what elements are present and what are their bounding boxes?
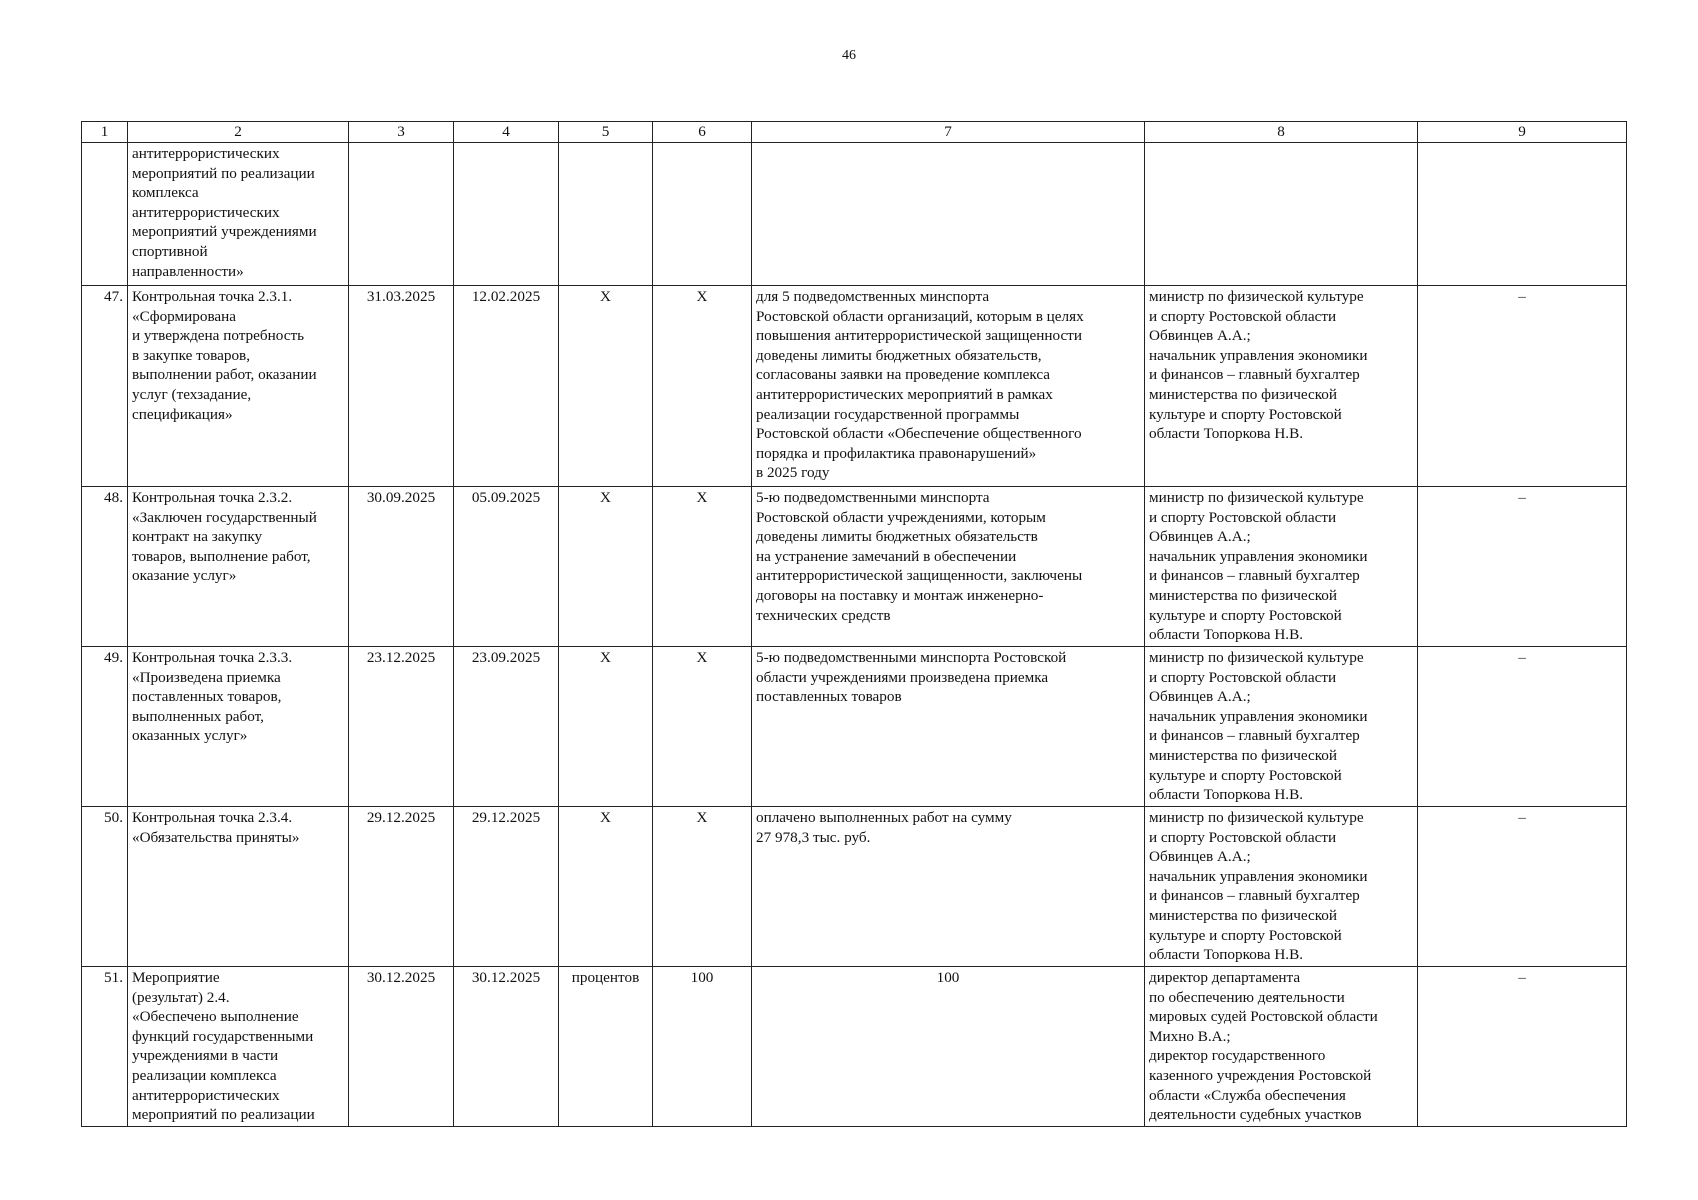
planned-date-cell [349, 143, 454, 286]
table-row [82, 647, 1627, 807]
value-cell: X [653, 286, 752, 487]
responsible-cell: министр по физической культуре и спорту Ростовской области Обвинцев А.А.; начальник управления экономики и финансов – главный бухгалтер министерства по физической культуре и спорту Ростовской области Топоркова Н.В. [1145, 647, 1418, 807]
value-cell: X [653, 487, 752, 647]
column-header-9: 9 [1418, 122, 1627, 143]
page-number: 46 [842, 48, 856, 63]
description-cell: 5-ю подведомственными минспорта Ростовской области учреждениями произведена приемка поставленных товаров [752, 647, 1145, 807]
column-header-7: 7 [752, 122, 1145, 143]
unit-cell: X [559, 286, 653, 487]
column-header-1: 1 [82, 122, 128, 143]
item-name-cell: Контрольная точка 2.3.3. «Произведена приемка поставленных товаров, выполненных работ, оказанных услуг» [128, 647, 349, 807]
item-name-cell: Контрольная точка 2.3.4. «Обязательства приняты» [128, 807, 349, 967]
description-cell: для 5 подведомственных минспорта Ростовской области организаций, которым в целях повышения антитеррористической защищенности доведены лимиты бюджетных обязательств, согласованы заявки на проведение комплекса антитеррористических мероприятий в рамках реализации государственной программы Ростовской области «Обеспечение общественного порядка и профилактика правонарушений» в 2025 году [752, 286, 1145, 487]
planned-date-cell: 30.12.2025 [349, 967, 454, 1127]
responsible-cell: директор департамента по обеспечению деятельности мировых судей Ростовской области Михно В.А.; директор государственного казенного учреждения Ростовской области «Служба обеспечения деятельности судебных участков [1145, 967, 1418, 1127]
note-cell: – [1418, 967, 1627, 1127]
note-cell: – [1418, 286, 1627, 487]
responsible-cell: министр по физической культуре и спорту Ростовской области Обвинцев А.А.; начальник управления экономики и финансов – главный бухгалтер министерства по физической культуре и спорту Ростовской области Топоркова Н.В. [1145, 487, 1418, 647]
planned-date-cell: 23.12.2025 [349, 647, 454, 807]
value-cell: 100 [653, 967, 752, 1127]
actual-date-cell: 23.09.2025 [454, 647, 559, 807]
responsible-cell: министр по физической культуре и спорту Ростовской области Обвинцев А.А.; начальник управления экономики и финансов – главный бухгалтер министерства по физической культуре и спорту Ростовской области Топоркова Н.В. [1145, 286, 1418, 487]
unit-cell: процентов [559, 967, 653, 1127]
column-header-3: 3 [349, 122, 454, 143]
item-name-cell: Контрольная точка 2.3.2. «Заключен государственный контракт на закупку товаров, выполнение работ, оказание услуг» [128, 487, 349, 647]
description-cell: 5-ю подведомственными минспорта Ростовской области учреждениями, которым доведены лимиты бюджетных обязательств на устранение замечаний в обеспечении антитеррористической защищенности, заключены договоры на поставку и монтаж инженерно- технических средств [752, 487, 1145, 647]
actual-date-cell: 30.12.2025 [454, 967, 559, 1127]
table-row [82, 807, 1627, 967]
item-name-cell: Мероприятие (результат) 2.4. «Обеспечено выполнение функций государственными учреждениями в части реализации комплекса антитеррористических мероприятий по реализации [128, 967, 349, 1127]
value-cell: X [653, 807, 752, 967]
column-header-5: 5 [559, 122, 653, 143]
unit-cell: X [559, 487, 653, 647]
column-header-4: 4 [454, 122, 559, 143]
note-cell: – [1418, 487, 1627, 647]
row-number-cell: 51. [82, 967, 128, 1127]
table-row [82, 286, 1627, 487]
table-row [82, 487, 1627, 647]
table-row [82, 967, 1627, 1127]
actual-date-cell [454, 143, 559, 286]
planned-date-cell: 30.09.2025 [349, 487, 454, 647]
responsible-cell [1145, 143, 1418, 286]
description-cell: оплачено выполненных работ на сумму 27 978,3 тыс. руб. [752, 807, 1145, 967]
row-number-cell: 47. [82, 286, 128, 487]
row-number-cell: 48. [82, 487, 128, 647]
item-name-cell: Контрольная точка 2.3.1. «Сформирована и утверждена потребность в закупке товаров, выполнении работ, оказании услуг (техзадание, спецификация» [128, 286, 349, 487]
row-number-cell [82, 143, 128, 286]
planned-date-cell: 29.12.2025 [349, 807, 454, 967]
column-header-2: 2 [128, 122, 349, 143]
unit-cell: X [559, 647, 653, 807]
row-number-cell: 50. [82, 807, 128, 967]
actual-date-cell: 05.09.2025 [454, 487, 559, 647]
actual-date-cell: 12.02.2025 [454, 286, 559, 487]
report-table [81, 121, 1627, 1127]
column-header-6: 6 [653, 122, 752, 143]
note-cell: – [1418, 807, 1627, 967]
value-cell: X [653, 647, 752, 807]
unit-cell: X [559, 807, 653, 967]
value-cell [653, 143, 752, 286]
description-cell: 100 [752, 967, 1145, 1127]
description-cell [752, 143, 1145, 286]
responsible-cell: министр по физической культуре и спорту Ростовской области Обвинцев А.А.; начальник управления экономики и финансов – главный бухгалтер министерства по физической культуре и спорту Ростовской области Топоркова Н.В. [1145, 807, 1418, 967]
table-row [82, 143, 1627, 286]
unit-cell [559, 143, 653, 286]
header-row [82, 122, 1627, 143]
row-number-cell: 49. [82, 647, 128, 807]
note-cell [1418, 143, 1627, 286]
note-cell: – [1418, 647, 1627, 807]
actual-date-cell: 29.12.2025 [454, 807, 559, 967]
planned-date-cell: 31.03.2025 [349, 286, 454, 487]
item-name-cell: антитеррористических мероприятий по реализации комплекса антитеррористических мероприятий учреждениями спортивной направленности» [128, 143, 349, 286]
column-header-8: 8 [1145, 122, 1418, 143]
